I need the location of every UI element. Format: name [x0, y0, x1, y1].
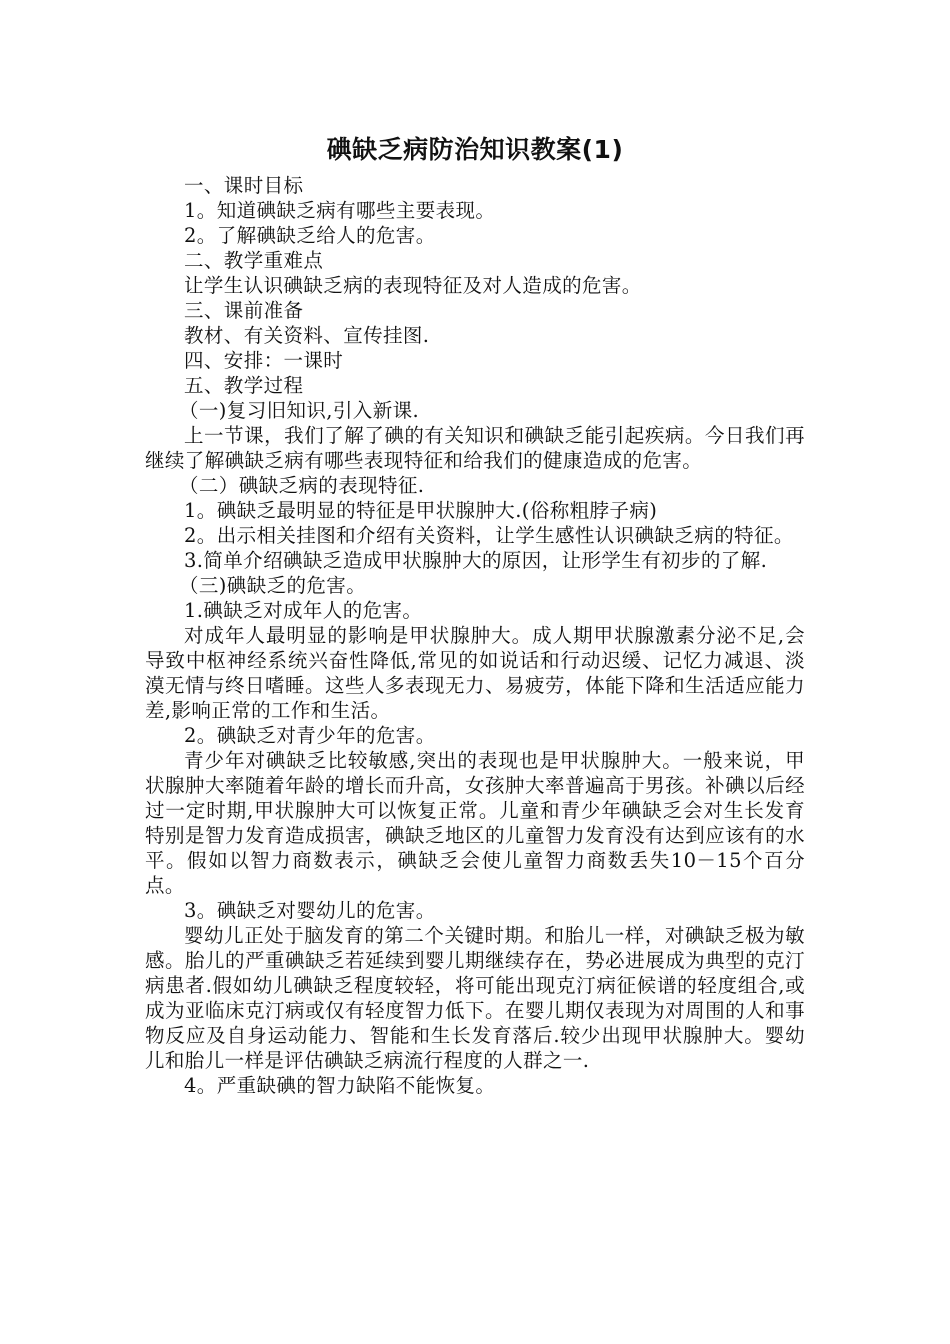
paragraph: 4。严重缺碘的智力缺陷不能恢复。 — [184, 1074, 496, 1097]
paragraph: 一、课时目标 — [184, 174, 304, 197]
paragraph: 三、课前准备 — [184, 299, 304, 322]
paragraph: 婴幼儿正处于脑发育的第二个关键时期。和胎儿一样，对碘缺乏极为敏感。胎儿的严重碘缺乏若延续到婴儿期继续存在，势必进展成为典型的克汀病患者.假如幼儿碘缺乏程度较轻，将可能出现克汀病征候谱的轻度组合,或成为亚临床克汀病或仅有轻度智力低下。在婴儿期仅表现为对周围的人和事物反应及自身运动能力、智能和生长发育落后.较少出现甲状腺肿大。婴幼儿和胎儿一样是评估碘缺乏病流行程度的人群之一. — [145, 924, 805, 1072]
paragraph: （一)复习旧知识,引入新课. — [179, 399, 420, 422]
paragraph: 1.碘缺乏对成年人的危害。 — [184, 599, 423, 622]
paragraph: 五、教学过程 — [184, 374, 304, 397]
paragraph: （三)碘缺乏的危害。 — [179, 574, 367, 597]
paragraph: 1。知道碘缺乏病有哪些主要表现。 — [184, 199, 496, 222]
paragraph: 1。碘缺乏最明显的特征是甲状腺肿大.(俗称粗脖子病) — [184, 499, 658, 522]
paragraph: 2。碘缺乏对青少年的危害。 — [184, 724, 436, 747]
document-title: 碘缺乏病防治知识教案(1) — [326, 135, 624, 164]
paragraph: （二）碘缺乏病的表现特征. — [179, 474, 425, 497]
paragraph: 教材、有关资料、宣传挂图. — [184, 324, 430, 347]
paragraph: 3。碘缺乏对婴幼儿的危害。 — [184, 899, 436, 922]
paragraph: 2。了解碘缺乏给人的危害。 — [184, 224, 436, 247]
document-page — [145, 128, 805, 1098]
paragraph: 上一节课，我们了解了碘的有关知识和碘缺乏能引起疾病。今日我们再继续了解碘缺乏病有哪些表现特征和给我们的健康造成的危害。 — [145, 424, 805, 472]
paragraph: 四、安排：一课时 — [184, 349, 344, 372]
paragraph: 对成年人最明显的影响是甲状腺肿大。成人期甲状腺激素分泌不足,会导致中枢神经系统兴奋性降低,常见的如说话和行动迟缓、记忆力减退、淡漠无情与终日嗜睡。这些人多表现无力、易疲劳，体能下降和生活适应能力差,影响正常的工作和生活。 — [145, 624, 805, 722]
paragraph: 2。出示相关挂图和介绍有关资料，让学生感性认识碘缺乏病的特征。 — [184, 524, 794, 547]
paragraph: 3.简单介绍碘缺乏造成甲状腺肿大的原因，让形学生有初步的了解. — [184, 549, 768, 572]
paragraph: 二、教学重难点 — [184, 249, 324, 272]
paragraph: 让学生认识碘缺乏病的表现特征及对人造成的危害。 — [184, 274, 642, 297]
paragraph: 青少年对碘缺乏比较敏感,突出的表现也是甲状腺肿大。一般来说，甲状腺肿大率随着年龄的增长而升高，女孩肿大率普遍高于男孩。补碘以后经过一定时期,甲状腺肿大可以恢复正常。儿童和青少年碘缺乏会对生长发育特别是智力发育造成损害，碘缺乏地区的儿童智力发育没有达到应该有的水平。假如以智力商数表示，碘缺乏会使儿童智力商数丢失10－15个百分点。 — [145, 749, 805, 897]
